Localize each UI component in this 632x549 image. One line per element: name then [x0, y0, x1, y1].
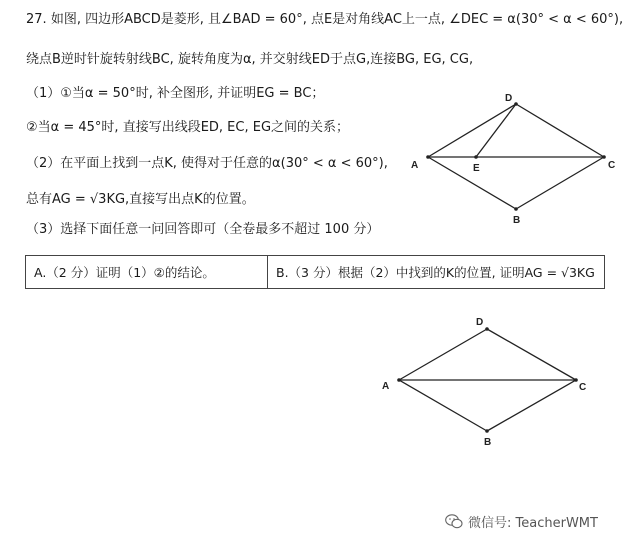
- label-A: A: [411, 160, 419, 171]
- problem-line-1: 27. 如图, 四边形ABCD是菱形, 且∠BAD = 60°, 点E是对角线AC上一点, ∠DEC = α(30° < α < 60°),: [26, 12, 624, 27]
- label-B-2: B: [484, 437, 492, 448]
- edge-DC-2: [487, 329, 576, 380]
- edge-AD-2: [399, 329, 487, 380]
- label-A-2: A: [382, 381, 390, 392]
- problem-line-2: 绕点B逆时针旋转射线BC, 旋转角度为α, 并交射线ED于点G,连接BG, EG, CG,: [26, 52, 474, 67]
- label-D-2: D: [476, 317, 484, 328]
- label-C-2: C: [579, 382, 587, 393]
- label-B: B: [513, 215, 521, 226]
- point-D-2: [485, 327, 489, 331]
- label-D: D: [505, 93, 513, 104]
- problem-line-5: （2）在平面上找到一点K, 使得对于任意的α(30° < α < 60°),: [26, 156, 388, 171]
- edge-CB-2: [487, 380, 576, 431]
- edge-BA-2: [399, 380, 487, 431]
- watermark-text: 微信号: TeacherWMT: [468, 516, 598, 531]
- label-E: E: [473, 163, 480, 174]
- point-B-2: [485, 429, 489, 433]
- watermark: [445, 512, 598, 531]
- problem-line-3: （1）①当α = 50°时, 补全图形, 并证明EG = BC；: [26, 86, 325, 101]
- label-C: C: [608, 160, 616, 171]
- choice-a: A.（2 分）证明（1）②的结论。: [26, 256, 268, 288]
- problem-line-6: 总有AG = √3KG,直接写出点K的位置。: [26, 192, 255, 207]
- point-A-2: [397, 378, 401, 382]
- problem-line-7: （3）选择下面任意一问回答即可（全卷最多不超过 100 分）: [26, 222, 380, 237]
- point-C-2: [574, 378, 578, 382]
- problem-line-4: ②当α = 45°时, 直接写出线段ED, EC, EG之间的关系；: [26, 120, 350, 135]
- choice-b: B.（3 分）根据（2）中找到的K的位置, 证明AG = √3KG: [276, 265, 595, 280]
- wechat-icon: [445, 514, 463, 529]
